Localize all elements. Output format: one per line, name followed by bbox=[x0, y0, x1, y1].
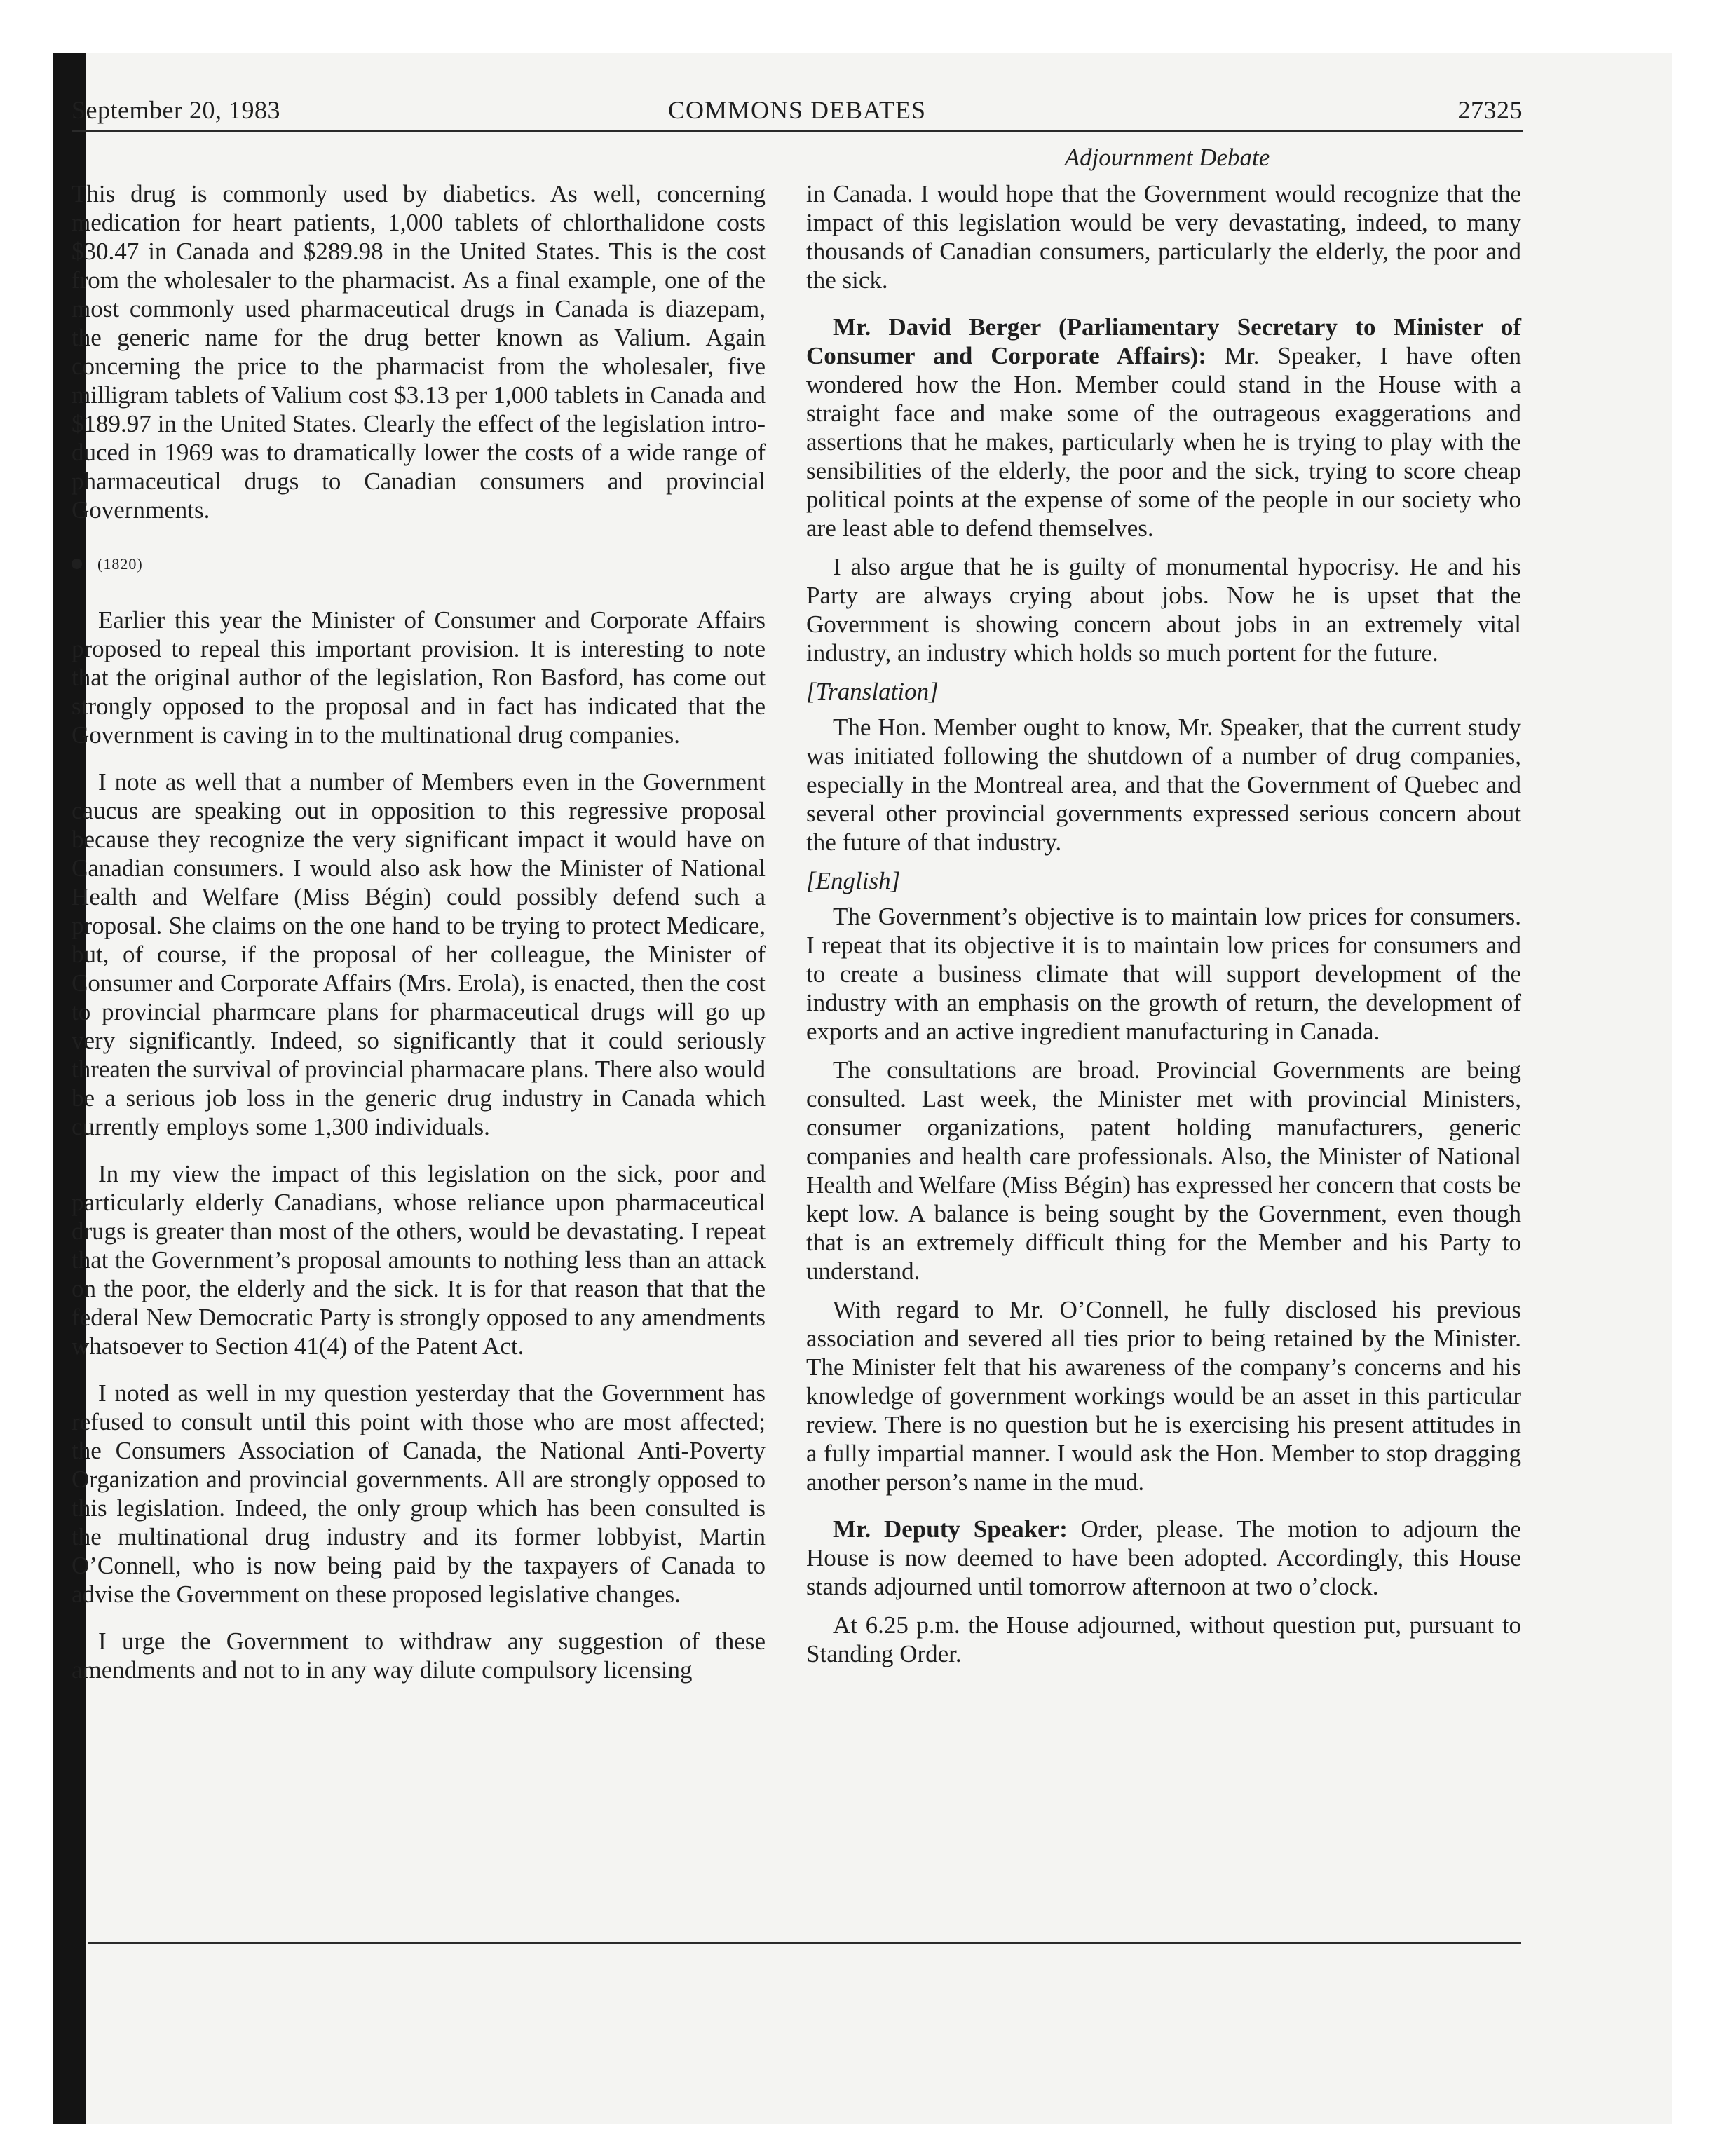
footer-rule bbox=[88, 1942, 1521, 1944]
paragraph: I note as well that a number of Members even in the Government caucus are speaking out in opposition to this regressive proposal because they recognize the very significant impact it would have on Canadian consumers. I would also ask how the Minister of National Health and Welfare (Miss Bégin) could possibly defend such a proposal. She claims on the one hand to be trying to protect Medicare, but, of course, if the proposal of her colleague, the Minister of Consumer and Corporate Affairs (Mrs. Erola), is enacted, then the cost to provincial pharmcare plans for pharmaceutical drugs will go up very significantly. Indeed, so significantly that it could seriously threaten the survival of provincial pharmacare plans. There also would be a serious job loss in the generic drug industry in Canada which currently employs some 1,300 individuals. bbox=[72, 768, 766, 1140]
page-header bbox=[72, 91, 1523, 132]
paragraph: With regard to Mr. O’Connell, he fully disclosed his previous association and severed all ties prior to being retained by the Minister. The Minister felt that his awareness of the company’s concerns and his knowledge of government workings would be an asset in this particular review. There is no question but he is exercising his present attitudes in a fully impartial manner. I would ask the Hon. Member to stop dragging another person’s name in the mud. bbox=[806, 1296, 1521, 1496]
header-title: COMMONS DEBATES bbox=[667, 96, 927, 124]
speaker-name: Mr. Deputy Speaker: bbox=[833, 1515, 1068, 1543]
left-column bbox=[72, 179, 766, 1703]
paragraph: I urge the Government to withdraw any suggestion of these amendments and not to in any way dilute compulsory licensing bbox=[72, 1628, 766, 1684]
paragraph: I also argue that he is guilty of monumental hypocrisy. He and his Party are always crying about jobs. Now he is upset that the Government is showing concern about jobs in an extremely vital industry, an industry which holds so much portent for the future. bbox=[806, 553, 1521, 667]
paragraph: At 6.25 p.m. the House adjourned, without question put, pursuant to Standing Order. bbox=[806, 1611, 1521, 1667]
paragraph: The Government’s objective is to maintain low prices for consumers. I repeat that its objective it is to maintain low prices for consumers and to create a business climate that will support development of the industry with an emphasis on the growth of return, the development of exports and an active ingredient manufacturing in Canada. bbox=[806, 903, 1521, 1045]
paragraph: The Hon. Member ought to know, Mr. Speaker, that the current study was initiated following the shutdown of a number of drug companies, especially in the Montreal area, and that the Government of Quebec and several other provincial governments expressed serious concern about the future of that industry. bbox=[806, 714, 1521, 856]
header-page-number: 27325 bbox=[1457, 96, 1523, 124]
section-subheading: Adjournment Debate bbox=[1064, 144, 1270, 171]
paragraph: The consultations are broad. Provincial Governments are being consulted. Last week, the Minister met with provincial Ministers, consumer organizations, patent holding manufacturers, generic companies and health care professionals. Also, the Minister of National Health and Welfare (Miss Bégin) has expressed her concern that costs be kept low. A balance is being sought by the Government, even though that is an extremely difficult thing for the Member and his Party to understand. bbox=[806, 1056, 1521, 1285]
speech-text: Mr. Speaker, I have often wondered how the Hon. Member could stand in the House with a straight face and make some of the outrageous exaggerations and assertions that he makes, particularly when he is trying to play with the sensibilities of the elderly, the poor and the sick, trying to score cheap political points at the expense of some of the people in our society who are least able to defend themselves. bbox=[806, 342, 1521, 542]
speech-paragraph bbox=[806, 1515, 1521, 1601]
paragraph: I noted as well in my question yesterday that the Government has refused to consult until this point with those who are most affected; the Consumers Association of Canada, the National Anti-Poverty Organization and provincial governments. All are strongly opposed to this legislation. Indeed, the only group which has been consulted is the multinational drug industry and its former lobbyist, Martin O’Connell, who is now being paid by the taxpayers of Canada to advise the Government on these proposed legislative changes. bbox=[72, 1379, 766, 1608]
paragraph: Earlier this year the Minister of Consumer and Corporate Affairs proposed to repeal this important provision. It is interesting to note that the original author of the legislation, Ron Basford, has come out strongly opposed to the proposal and in fact has indicated that the Government is caving in to the multinational drug companies. bbox=[72, 606, 766, 749]
speaker-name: Mr. David Berger (Parliamentary Secretary to Minister of Consumer and Corporate Affairs): bbox=[806, 313, 1521, 369]
time-marker-label: (1820) bbox=[97, 555, 143, 573]
right-column bbox=[806, 179, 1521, 1686]
header-date: September 20, 1983 bbox=[72, 96, 280, 124]
paragraph: This drug is commonly used by diabetics. As well, concerning medication for heart patients, 1,000 tablets of chlorthalidone costs $30.47 in Canada and $289.98 in the United States. This is the cost from the wholesaler to the pharmacist. As a final example, one of the most commonly used pharmaceutical drugs in Canada is diazepam, the generic name for the drug better known as Valium. Again concerning the price to the pharmacist from the wholesaler, five milligram tablets of Valium cost $3.13 per 1,000 tablets in Canada and $189.97 in the United States. Clearly the effect of the legislation introduced in 1969 was to dramatically lower the costs of a wide range of pharmaceutical drugs to Canadian consumers and provincial Governments. bbox=[72, 180, 766, 524]
paragraph: in Canada. I would hope that the Government would recognize that the impact of this legislation would be very devastating, indeed, to many thousands of Canadian consumers, particularly the elderly, the poor and the sick. bbox=[806, 180, 1521, 294]
bullet-dot-icon bbox=[72, 559, 82, 569]
speech-paragraph bbox=[806, 313, 1521, 543]
paragraph: In my view the impact of this legislation on the sick, poor and particularly elderly Canadians, whose reliance upon pharmaceutical drugs is greater than most of the others, would be devastating. I repeat that the Government’s proposal amounts to nothing less than an attack on the poor, the elderly and the sick. It is for that reason that that the federal New Democratic Party is strongly opposed to any amendments whatsoever to Section 41(4) of the Patent Act. bbox=[72, 1160, 766, 1360]
english-tag: [English] bbox=[806, 867, 901, 894]
time-marker bbox=[72, 554, 766, 575]
speech-text: Order, please. The motion to adjourn the House is now deemed to have been adopted. Accordingly, this House stands adjourned until tomorrow afternoon at two o’clock. bbox=[806, 1515, 1521, 1600]
translation-tag: [Translation] bbox=[806, 678, 939, 705]
